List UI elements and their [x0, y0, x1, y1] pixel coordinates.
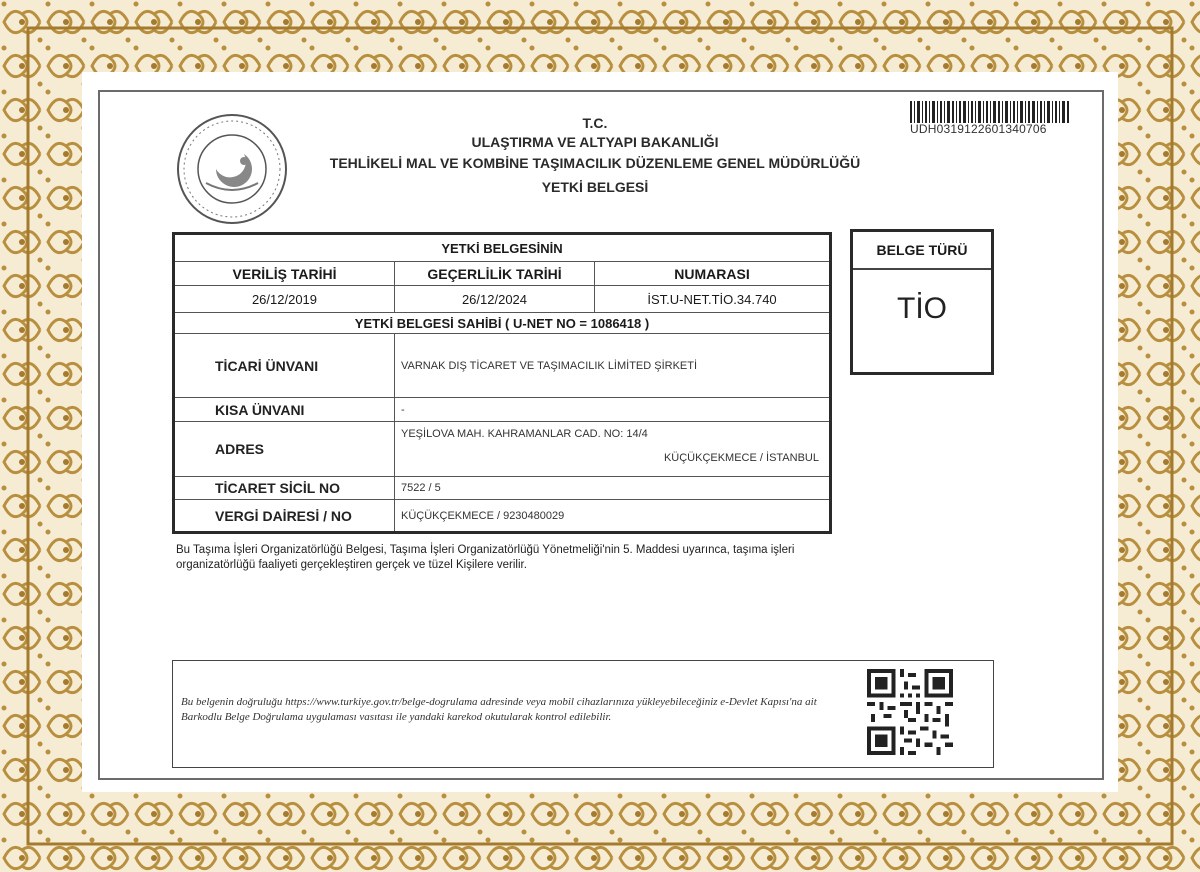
short-name-label: KISA ÜNVANI [215, 401, 305, 418]
trade-registry-label: TİCARET SİCİL NO [215, 480, 340, 496]
address-label: ADRES [215, 441, 265, 457]
qr-code-icon [867, 669, 953, 755]
trade-registry-value: 7522 / 5 [394, 477, 829, 499]
barcode-number: UDH0319122601340706 [910, 122, 1047, 136]
holder-title-row [175, 313, 829, 334]
validity-date-header: GEÇERLİLİK TARİHİ [394, 262, 594, 285]
holder-title: YETKİ BELGESİ SAHİBİ ( U-NET NO = 1086418 ) [354, 315, 650, 331]
verification-text: Bu belgenin doğruluğu https://www.turkiye.gov.tr/belge-dogrulama adresinde veya mobil cihazlarınıza yükleyebileceğiniz e-Devlet Kapısı'na ait Barkodlu Belge Doğrulama uygulaması vasıtası ile yandaki karekod okutularak kontrol edilebilir. [181, 696, 817, 723]
certificate-table [172, 232, 832, 534]
issue-date-value: 26/12/2019 [251, 291, 318, 307]
barcode-icon [910, 101, 1070, 123]
country-label: T.C. [582, 115, 608, 131]
tax-office-row [175, 500, 829, 531]
validity-date-value: 26/12/2024 [394, 286, 594, 312]
verification-box [172, 660, 994, 768]
number-header: NUMARASI [594, 262, 829, 285]
section-title: YETKİ BELGESİNİN [441, 240, 563, 256]
ministry-seal-icon [176, 113, 288, 225]
document-type-box [850, 229, 994, 375]
legal-note: Bu Taşıma İşleri Organizatörlüğü Belgesi, Taşıma İşleri Organizatörlüğü Yönetmeliği'nin 5. Maddesi uyarınca, taşıma işleri organizatörlüğü faaliyeti gerçekleştiren gerçek ve tüzel Kişilere verilir. [176, 544, 795, 571]
column-header-row [175, 262, 829, 286]
trade-name-row [175, 334, 829, 398]
directorate-name: TEHLİKELİ MAL VE KOMBİNE TAŞIMACILIK DÜZENLEME GENEL MÜDÜRLÜĞÜ [329, 155, 861, 171]
trade-name-label: TİCARİ ÜNVANI [215, 357, 319, 374]
trade-name-value: VARNAK DIŞ TİCARET VE TAŞIMACILIK LİMİTED ŞİRKETİ [394, 334, 829, 397]
issue-date-header: VERİLİŞ TARİHİ [232, 265, 337, 282]
trade-registry-row [175, 477, 829, 500]
address-row [175, 422, 829, 477]
address-value [394, 422, 829, 476]
address-line-1: YEŞİLOVA MAH. KAHRAMANLAR CAD. NO: 14/4 [401, 428, 648, 440]
certificate-number-value: İST.U-NET.TİO.34.740 [594, 286, 829, 312]
tax-office-label: VERGİ DAİRESİ / NO [215, 507, 352, 524]
tax-office-value: KÜÇÜKÇEKMECE / 9230480029 [394, 500, 829, 531]
address-line-2: KÜÇÜKÇEKMECE / İSTANBUL [663, 452, 819, 464]
document-title: YETKİ BELGESİ [541, 179, 649, 195]
document-type-value: TİO [897, 292, 947, 325]
table-section-title-row [175, 235, 829, 262]
short-name-row [175, 398, 829, 422]
short-name-value: - [394, 398, 829, 421]
document-type-label: BELGE TÜRÜ [853, 232, 991, 270]
document-header [290, 114, 900, 200]
ministry-name: ULAŞTIRMA VE ALTYAPI BAKANLIĞI [471, 134, 719, 150]
date-values-row [175, 286, 829, 313]
